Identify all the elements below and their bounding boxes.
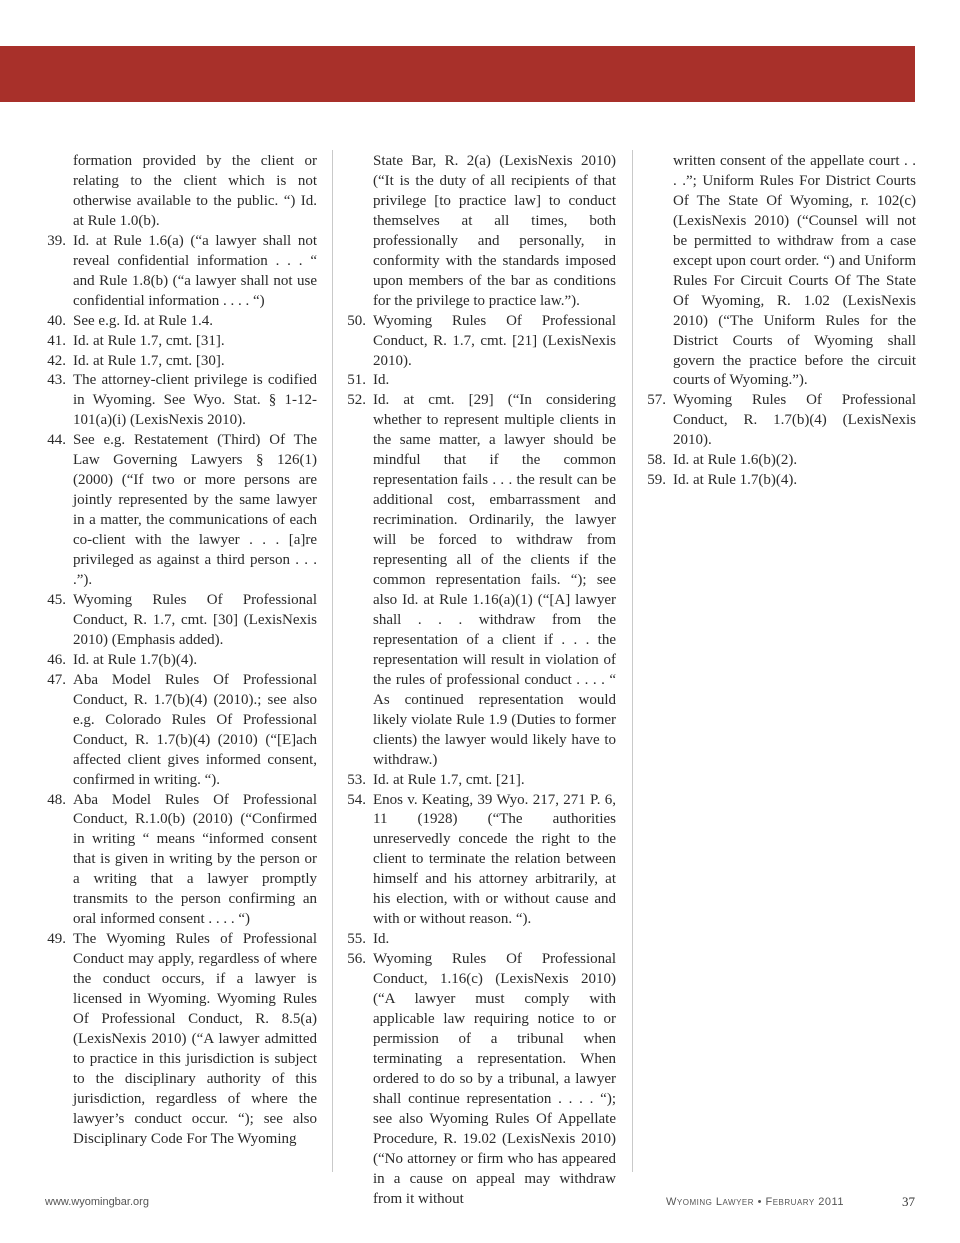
endnote-number: 45. — [47, 591, 66, 608]
endnote — [340, 791, 616, 931]
footer-website: www.wyomingbar.org — [45, 1196, 149, 1208]
endnote-number: 44. — [47, 432, 66, 449]
endnote-text: Aba Model Rules Of Professional Conduct, R. 1.7(b)(4) (2010).; see also e.g. Colorado Rules Of Professional Conduct, R. 1.7(b)(4) (2010) (“[E]ach affected client gives informed consent, confirmed in writing. “). — [73, 671, 317, 788]
endnote-number: 47. — [47, 671, 66, 688]
endnote-number: 56. — [347, 951, 366, 968]
endnote — [40, 352, 317, 372]
endnote-number: 50. — [347, 312, 366, 329]
endnote — [640, 391, 916, 451]
footer-publication: Wyoming Lawyer • February 2011 — [666, 1196, 844, 1208]
endnote-text: Enos v. Keating, 39 Wyo. 217, 271 P. 6, 11 (1928) (“The authorities unreservedly concede the right to the client to terminate the relation between himself and his attorney arbitrarily, at his election, with or without cause and with or without reason. “). — [373, 791, 616, 928]
endnote-number: 54. — [347, 791, 366, 808]
endnote — [40, 312, 317, 332]
endnote — [40, 371, 317, 431]
endnote — [340, 950, 616, 1209]
endnote-text: Id. at Rule 1.7, cmt. [31]. — [73, 332, 225, 349]
endnote-text: Wyoming Rules Of Professional Conduct, R. 1.7, cmt. [21] (LexisNexis 2010). — [373, 312, 616, 369]
endnote-text: Id. at Rule 1.7(b)(4). — [73, 651, 198, 668]
endnote — [40, 791, 317, 931]
endnote — [40, 651, 317, 671]
endnote — [340, 391, 616, 770]
endnote — [640, 451, 916, 471]
endnote — [40, 232, 317, 312]
endnote-number: 59. — [647, 472, 666, 489]
endnote-text: Aba Model Rules Of Professional Conduct, R.1.0(b) (2010) (“Confirmed in writing “ means “informed consent that is given in writing by the person or a writing that a lawyer promptly transmits to the person confirming an oral informed consent . . . . “) — [73, 791, 317, 928]
endnote-number: 57. — [647, 392, 666, 409]
endnote-text: Id. at Rule 1.6(a) (“a lawyer shall not reveal confidential information . . . “ and Rule 1.8(b) (“a lawyer shall not use confidential information . . . . “) — [73, 232, 317, 309]
endnote-text: Id. at cmt. [29] (“In considering whether to represent multiple clients in the same matter, a lawyer should be mindful that if the common representation fails . . . the result can be additional cost, embarrassment and recrimination. Ordinarily, the lawyer will be forced to withdraw from representing all of the clients if the common representation fails. “); see also Id. at Rule 1.16(a)(1) (“[A] lawyer shall . . . withdraw from the representation of a client if . . . the representation will result in violation of the rules of professional conduct . . . . “ As continued representation would likely violate Rule 1.9 (Duties to former clients) the lawyer would likely have to withdraw.) — [373, 392, 616, 768]
endnote-text: Id. — [373, 931, 390, 948]
endnote — [340, 371, 616, 391]
endnote-text: Id. at Rule 1.7(b)(4). — [673, 472, 798, 489]
endnote-text: Id. at Rule 1.6(b)(2). — [673, 452, 798, 469]
endnote-number: 42. — [47, 352, 66, 369]
endnote-text: The attorney-client privilege is codified in Wyoming. See Wyo. Stat. § 1-12-101(a)(i) (LexisNexis 2010). — [73, 372, 317, 429]
column-divider — [632, 150, 633, 1172]
endnote-text: See e.g. Restatement (Third) Of The Law Governing Lawyers § 126(1) (2000) (“If two or more persons are jointly represented by the same lawyer in a matter, the communications of each co-client with the lawyer . . . [a]re privileged as against a third person . . . .”). — [73, 432, 317, 589]
header-banner — [0, 46, 915, 102]
endnote — [340, 312, 616, 372]
endnote-number: 48. — [47, 791, 66, 808]
endnotes-column-2 — [340, 152, 616, 1210]
endnote-number: 49. — [47, 931, 66, 948]
column-divider — [332, 150, 333, 1172]
endnote-number: 41. — [47, 332, 66, 349]
endnote-text: Id. at Rule 1.7, cmt. [30]. — [73, 352, 225, 369]
endnote-number: 53. — [347, 771, 366, 788]
endnote-number: 40. — [47, 312, 66, 329]
endnote-number: 43. — [47, 372, 66, 389]
endnote-text: Wyoming Rules Of Professional Conduct, R. 1.7(b)(4) (LexisNexis 2010). — [673, 392, 916, 449]
endnote-number: 39. — [47, 232, 66, 249]
endnote — [40, 930, 317, 1149]
endnote — [40, 591, 317, 651]
endnote-text: Wyoming Rules Of Professional Conduct, 1.16(c) (LexisNexis 2010) (“A lawyer must comply with applicable law requiring notice to or permission of a tribunal when terminating a representation. When ordered to do so by a tribunal, a lawyer shall continue representation . . . . “); see also Wyoming Rules Of Appellate Procedure, R. 19.02 (LexisNexis 2010) (“No attorney or firm who has appeared in a cause on appeal may withdraw from it without — [373, 951, 616, 1207]
endnote-number: 58. — [647, 452, 666, 469]
endnote-number: 52. — [347, 392, 366, 409]
page-number: 37 — [902, 1194, 915, 1209]
endnotes-column-3 — [640, 152, 916, 491]
endnote-text: See e.g. Id. at Rule 1.4. — [73, 312, 213, 329]
endnote-text: The Wyoming Rules of Professional Conduct may apply, regardless of where the conduct occurs, if a lawyer is licensed in Wyoming. Wyoming Rules Of Professional Conduct, R. 8.5(a) (LexisNexis 2010) (“A lawyer admitted to practice in this jurisdiction is subject to the disciplinary authority of this jurisdiction, regardless of where the lawyer’s conduct occur. “); see also Disciplinary Code For The Wyoming — [73, 931, 317, 1147]
endnote-number: 46. — [47, 651, 66, 668]
endnote-continuation: State Bar, R. 2(a) (LexisNexis 2010) (“It is the duty of all recipients of that privilege [to practice law] to conduct themselves at all times, both professionally and personally, in conformity with the standards imposed upon members of the bar as conditions for the privilege to practice law.”). — [373, 153, 616, 309]
endnote — [40, 431, 317, 591]
endnote-number: 55. — [347, 931, 366, 948]
endnote-text: Id. — [373, 372, 390, 389]
endnote-text: Wyoming Rules Of Professional Conduct, R. 1.7, cmt. [30] (LexisNexis 2010) (Emphasis added). — [73, 591, 317, 648]
endnote — [40, 332, 317, 352]
endnote — [340, 771, 616, 791]
endnote — [340, 930, 616, 950]
endnote — [640, 471, 916, 491]
endnote-text: Id. at Rule 1.7, cmt. [21]. — [373, 771, 525, 788]
endnote-number: 51. — [347, 372, 366, 389]
endnote — [40, 671, 317, 791]
endnotes-column-1 — [40, 152, 317, 1150]
endnote-continuation: written consent of the appellate court . . . .”; Uniform Rules For District Courts Of The State Of Wyoming, r. 102(c) (LexisNexis 2010) (“Counsel will not be permitted to withdraw from a case except upon court order. “) and Uniform Rules For Circuit Courts Of The State Of Wyoming, R. 1.02 (LexisNexis 2010) (“The Uniform Rules for the District Courts of Wyoming shall govern the practice before the circuit courts of Wyoming.”). — [673, 153, 916, 389]
endnote-continuation: formation provided by the client or relating to the client which is not otherwise available to the public. “) Id. at Rule 1.0(b). — [73, 153, 317, 229]
